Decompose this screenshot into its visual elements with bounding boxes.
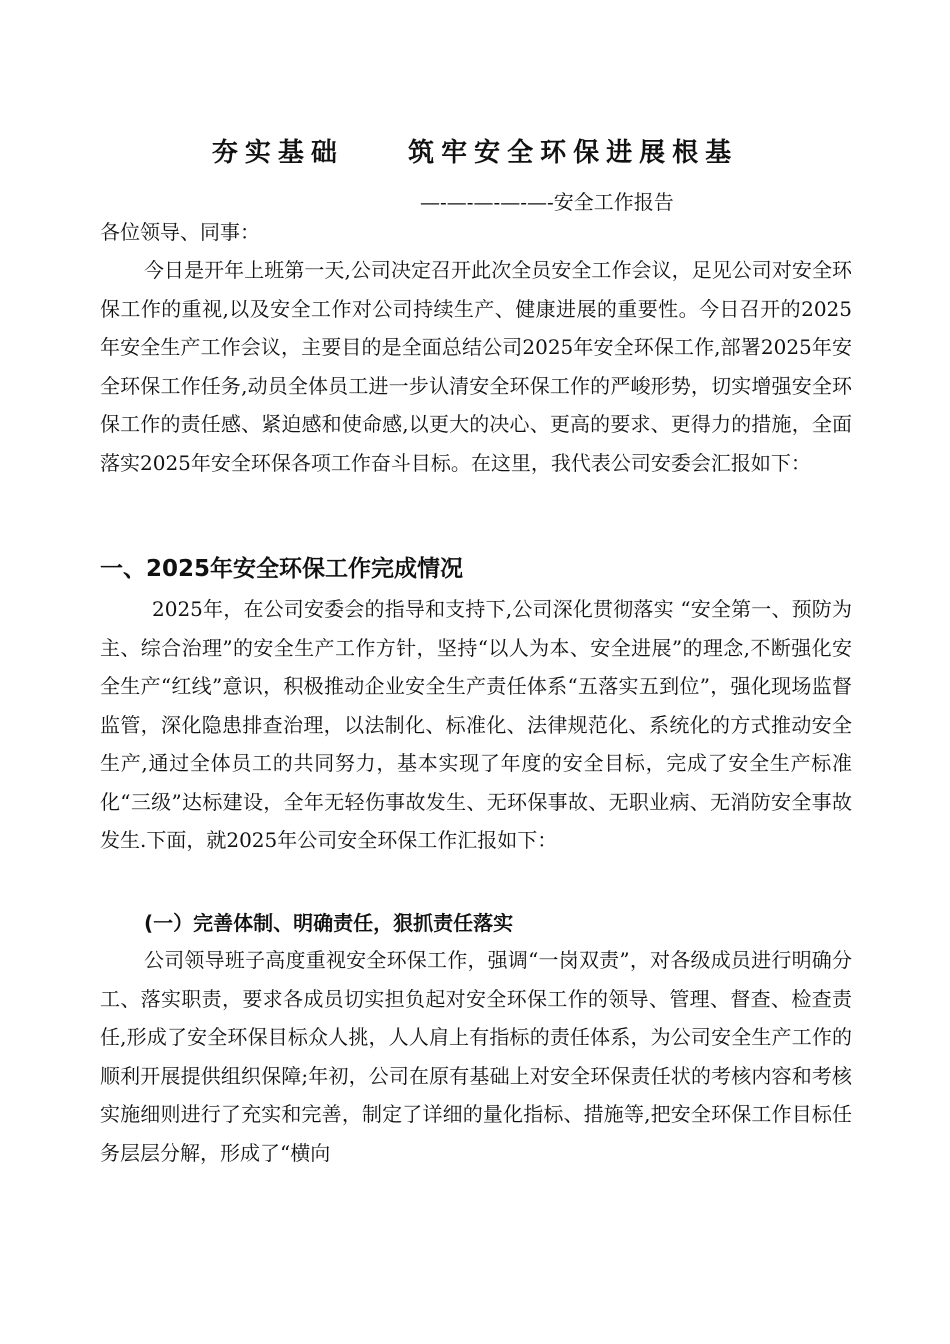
section-heading: 一、2025年安全环保工作完成情况 (100, 556, 464, 582)
section-paragraph: 2025年，在公司安委会的指导和支持下,公司深化贯彻落实 “安全第一、预防为主、综合治理”的安全生产工作方针，坚持“以人为本、安全进展”的理念,不断强化安全生产“红线”意识，积极推动企业安全生产责任体系“五落实五到位”，强化现场监督监管，深化隐患排查治理，以法制化、标准化、法律规范化、系统化的方式推动安全生产,通过全体员工的共同努力，基本实现了年度的安全目标，完成了安全生产标准化“三级”达标建设，全年无轻伤事故发生、无环保事故、无职业病、无消防安全事故发生.下面，就2025年公司安全环保工作汇报如下： (100, 597, 852, 852)
document-subtitle: —-—-—-—-—-安全工作报告 (420, 190, 674, 214)
subsection-heading: (一）完善体制、明确责任，狠抓责任落实 (144, 911, 514, 935)
document-title: 夯实基础 筑牢安全环保进展根基 (211, 138, 739, 168)
subsection-paragraph: 公司领导班子高度重视安全环保工作，强调“一岗双责”，对各级成员进行明确分工、落实职责，要求各成员切实担负起对安全环保工作的领导、管理、督查、检查责任,形成了安全环保目标众人挑，人人肩上有指标的责任体系，为公司安全生产工作的顺利开展提供组织保障;年初，公司在原有基础上对安全环保责任状的考核内容和考核实施细则进行了充实和完善，制定了详细的量化指标、措施等,把安全环保工作目标任务层层分解，形成了“横向 (100, 948, 852, 1165)
salutation: 各位领导、同事： (100, 220, 260, 244)
intro-paragraph: 今日是开年上班第一天,公司决定召开此次全员安全工作会议，足见公司对安全环保工作的重视,以及安全工作对公司持续生产、健康进展的重要性。今日召开的2025年安全生产工作会议，主要目的是全面总结公司2025年安全环保工作,部署2025年安全环保工作任务,动员全体员工进一步认清安全环保工作的严峻形势，切实增强安全环保工作的责任感、紧迫感和使命感,以更大的决心、更高的要求、更得力的措施，全面落实2025年安全环保各项工作奋斗目标。在这里，我代表公司安委会汇报如下： (100, 258, 852, 475)
